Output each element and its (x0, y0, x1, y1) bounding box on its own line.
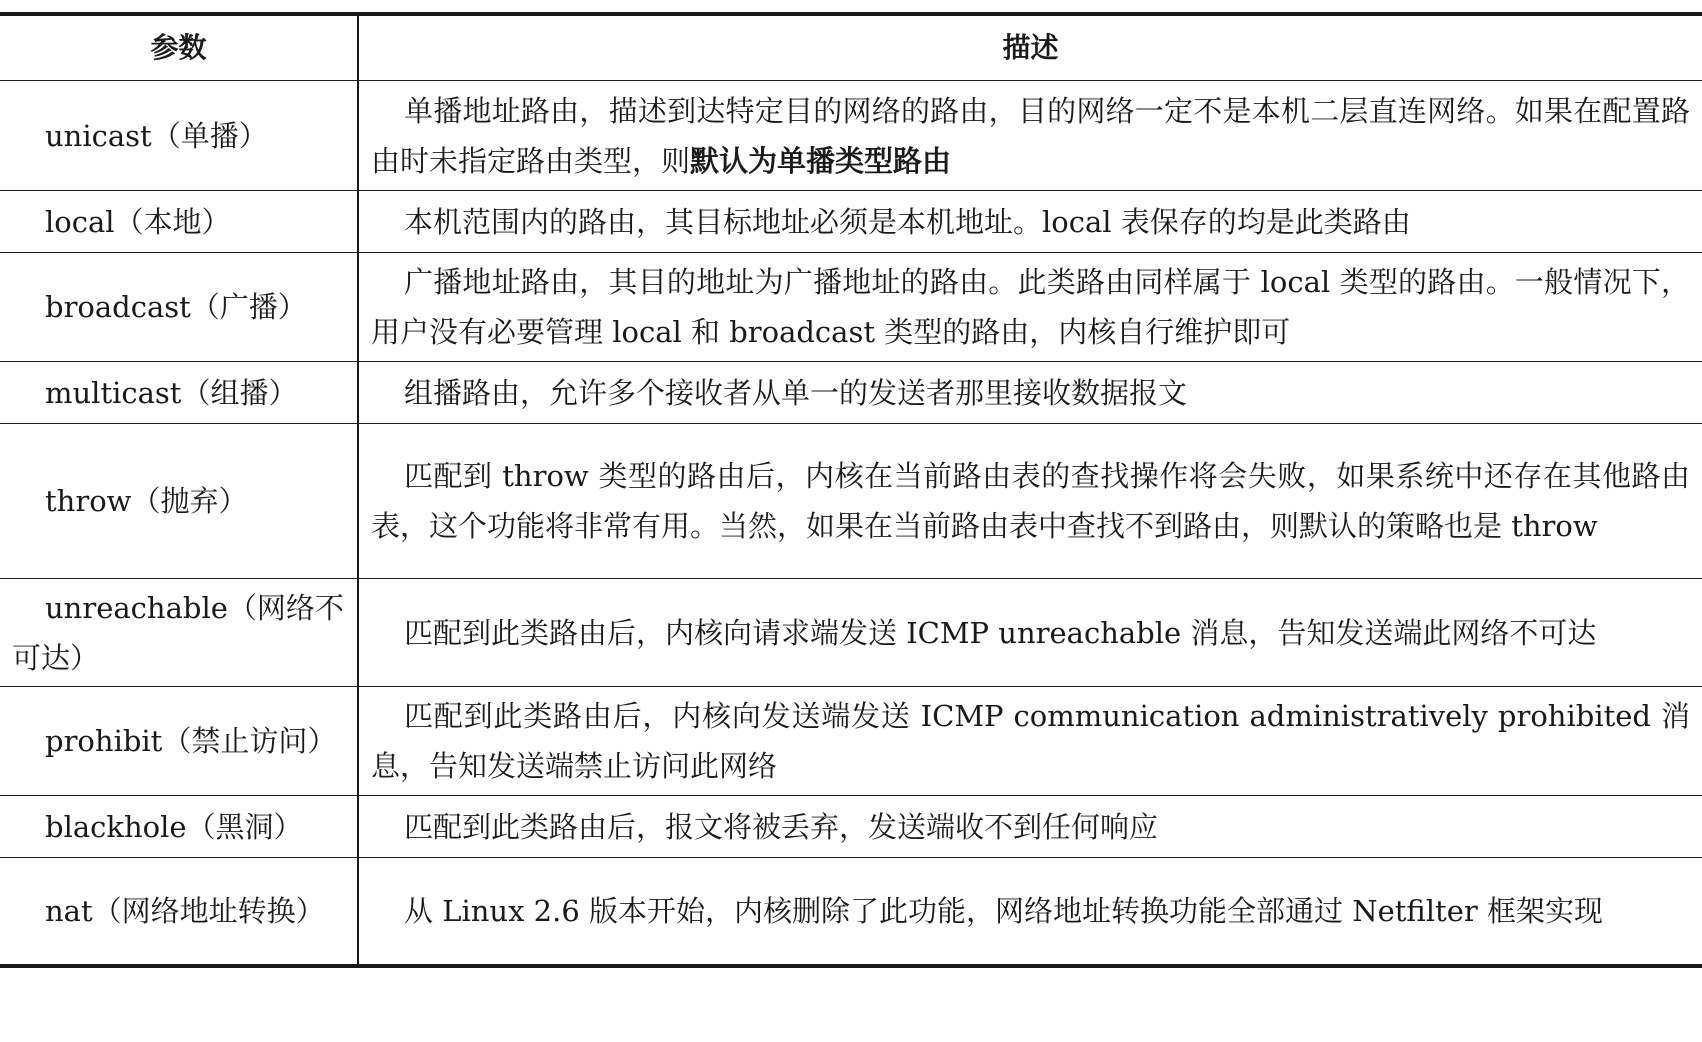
param-cell: unicast（单播） (0, 81, 358, 191)
param-cell: multicast（组播） (0, 362, 358, 424)
desc-cell: 匹配到此类路由后，内核向请求端发送 ICMP unreachable 消息，告知发送端此网络不可达 (358, 579, 1702, 687)
desc-cell (358, 81, 1702, 191)
table-row (0, 81, 1702, 191)
param-cell: broadcast（广播） (0, 253, 358, 362)
header-desc: 描述 (358, 14, 1702, 81)
table-row (0, 858, 1702, 966)
param-cell: nat（网络地址转换） (45, 893, 325, 928)
param-cell: throw（抛弃） (0, 424, 358, 579)
desc-bold-text: 默认为单播类型路由 (690, 143, 952, 178)
param-cell: unreachable（网络不可达） (0, 579, 358, 687)
desc-text: 单播地址路由，描述到达特定目的网络的路由，目的网络一定不是本机二层直连网络。如果在配置路由时未指定路由类型，则 (371, 93, 1690, 178)
header-param: 参数 (0, 14, 358, 81)
table-row (0, 687, 1702, 796)
route-type-table (0, 12, 1702, 968)
desc-cell: 从 Linux 2.6 版本开始，内核删除了此功能，网络地址转换功能全部通过 Netfilter 框架实现 (358, 858, 1702, 966)
desc-cell: 匹配到 throw 类型的路由后，内核在当前路由表的查找操作将会失败，如果系统中还存在其他路由表，这个功能将非常有用。当然，如果在当前路由表中查找不到路由，则默认的策略也是 throw (358, 424, 1702, 579)
desc-cell: 匹配到此类路由后，内核向发送端发送 ICMP communication administratively prohibited 消息，告知发送端禁止访问此网络 (358, 687, 1702, 796)
desc-cell: 匹配到此类路由后，报文将被丢弃，发送端收不到任何响应 (358, 796, 1702, 858)
table-row (0, 796, 1702, 858)
table-row (0, 362, 1702, 424)
table-row (0, 253, 1702, 362)
desc-cell: 本机范围内的路由，其目标地址必须是本机地址。local 表保存的均是此类路由 (358, 191, 1702, 253)
param-cell: blackhole（黑洞） (0, 796, 358, 858)
table-row (0, 424, 1702, 579)
table-header-row (0, 14, 1702, 81)
desc-cell: 广播地址路由，其目的地址为广播地址的路由。此类路由同样属于 local 类型的路由。一般情况下，用户没有必要管理 local 和 broadcast 类型的路由，内核自行维护即可 (358, 253, 1702, 362)
param-cell: prohibit（禁止访问） (0, 687, 358, 796)
table-row (0, 579, 1702, 687)
table-row (0, 191, 1702, 253)
param-cell: local（本地） (0, 191, 358, 253)
desc-cell: 组播路由，允许多个接收者从单一的发送者那里接收数据报文 (358, 362, 1702, 424)
